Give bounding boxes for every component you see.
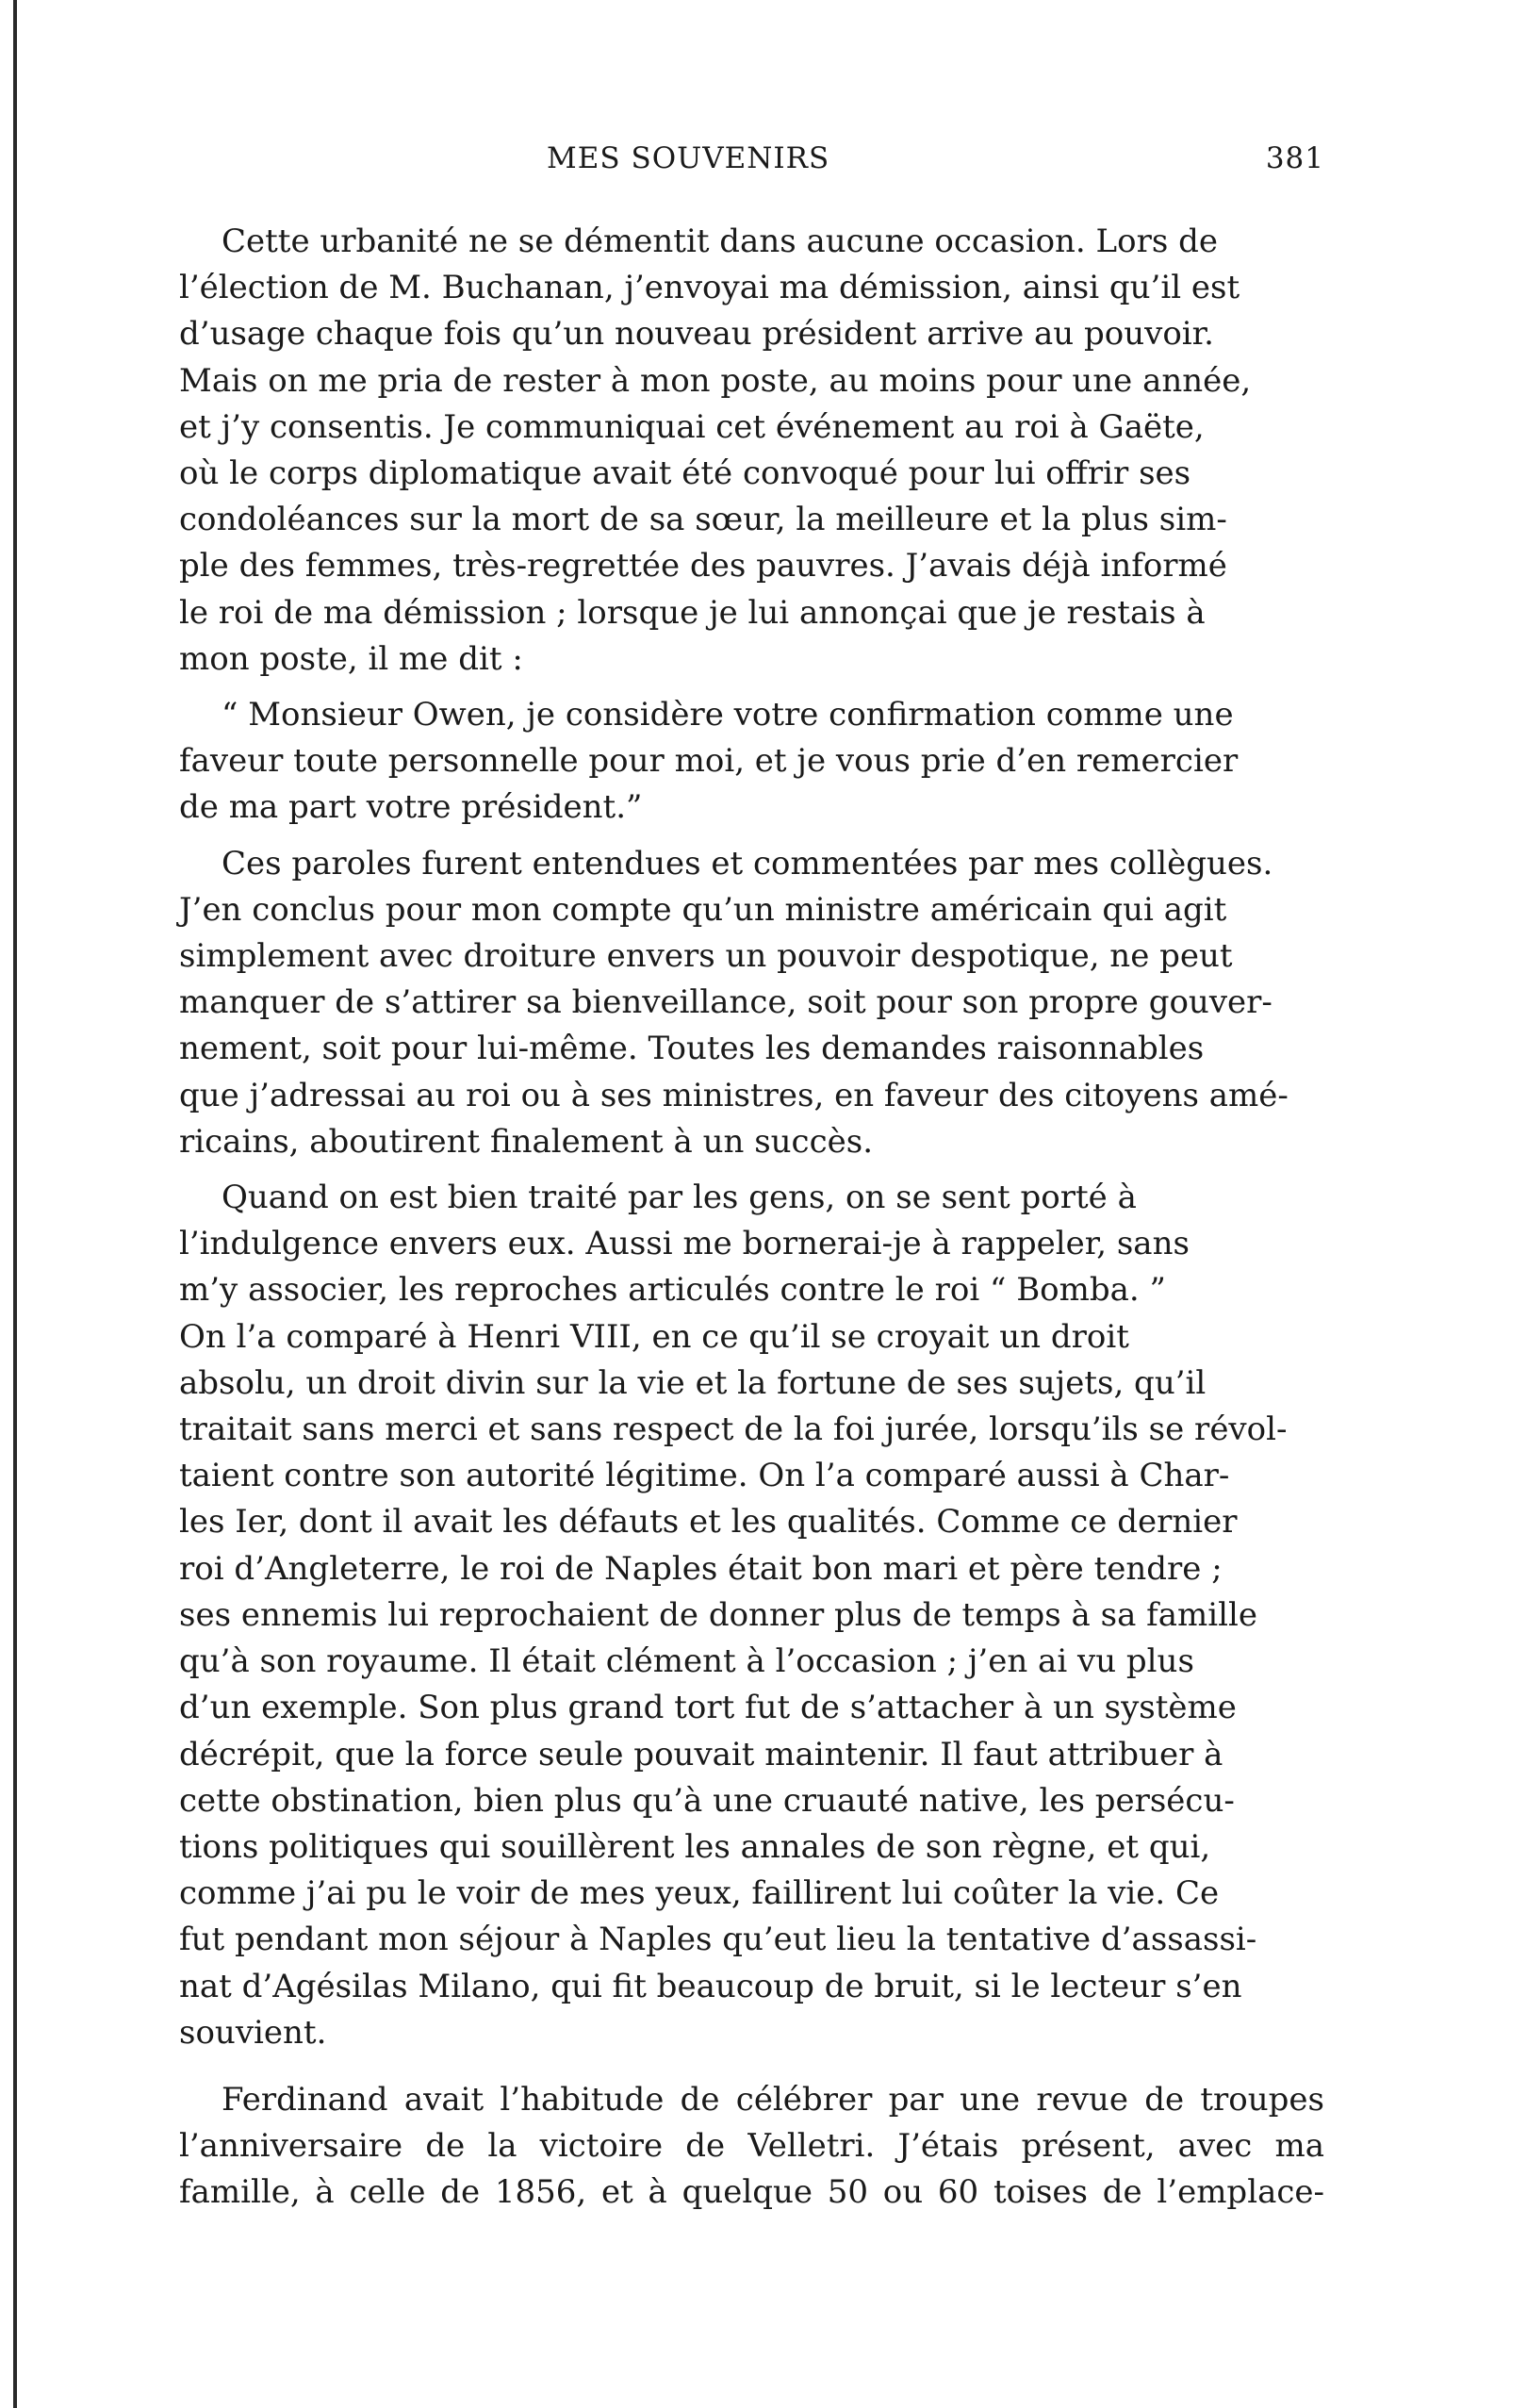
- paragraph-1: Cette urbanité ne se démentit dans aucune occasion. Lors de l’élection de M. Buchanan, j’envoyai ma démission, ainsi qu’il est d’usage chaque fois qu’un nouveau président arrive au pouvoir. Mais on me pria de rester à mon poste, au moins pour une année, et j’y consentis. Je communiquai cet événement au roi à Gaëte, où le corps diplomatique avait été convoqué pour lui offrir ses condoléances sur la mort de sa sœur, la meilleure et la plus sim- ple des femmes, très-regrettée des pauvres. J’avais déjà informé le roi de ma démission ; lorsque je lui annonçai que je restais à mon poste, il me dit :: [179, 223, 1252, 678]
- paragraph-4: Quand on est bien traité par les gens, on se sent porté à l’indulgence envers eux. Aussi me bornerai-je à rappeler, sans m’y associer, les reproches articulés contre le roi “ Bomba. ” On l’a comparé à Henri VIII, en ce qu’il se croyait un droit absolu, un droit divin sur la vie et la fortune de ses sujets, qu’il traitait sans merci et sans respect de la foi jurée, lorsqu’ils se révol- taient contre son autorité légitime. On l’a comparé aussi à Char- les Ier, dont il avait les défauts et les qualités. Comme ce dernier roi d’Angleterre, le roi de Naples était bon mari et père tendre ; ses ennemis lui reprochaient de donner plus de temps à sa famille qu’à son royaume. Il était clément à l’occasion ; j’en ai vu plus d’un exemple. Son plus grand tort fut de s’attacher à un système décrépit, que la force seule pouvait maintenir. Il faut attribuer à cette obstination, bien plus qu’à une cruauté native, les persécu- tions politiques qui souillèrent les annales de son règne, et qui, comme j’ai pu le voir de mes yeux, faillirent lui coûter la vie. Ce fut pendant mon séjour à Naples qu’eut lieu la tentative d’assassi- nat d’Agésilas Milano, qui fit beaucoup de bruit, si le lecteur s’en souvient.: [179, 1179, 1288, 2052]
- paragraph-3: Ces paroles furent entendues et commentées par mes collègues. J’en conclus pour mon compte qu’un ministre américain qui agit simplement avec droiture envers un pouvoir despotique, ne peut manquer de s’attirer sa bienveillance, soit pour son propre gouver- nement, soit pour lui-même. Toutes les demandes raisonnables que j’adressai au roi ou à ses ministres, en faveur des citoyens amé- ricains, aboutirent finalement à un succès.: [179, 844, 1289, 1161]
- page-number: 381: [1265, 141, 1324, 175]
- paragraph-5: Ferdinand avait l’habitude de célébrer par une revue de troupes l’anniversaire de la victoire de Velletri. J’étais présent, avec ma famille, à celle de 1856, et à quelque 50 ou 60 toises de l’emplace-: [179, 2080, 1324, 2212]
- page-header: [179, 141, 1324, 189]
- paragraph-2-quote: “ Monsieur Owen, je considère votre confirmation comme une faveur toute personnelle pour moi, et je vous prie d’en remercier de ma part votre président.”: [179, 696, 1239, 827]
- body-text: [179, 219, 1324, 2226]
- page-edge-rule: [13, 0, 17, 2408]
- running-title: MES SOUVENIRS: [547, 141, 830, 175]
